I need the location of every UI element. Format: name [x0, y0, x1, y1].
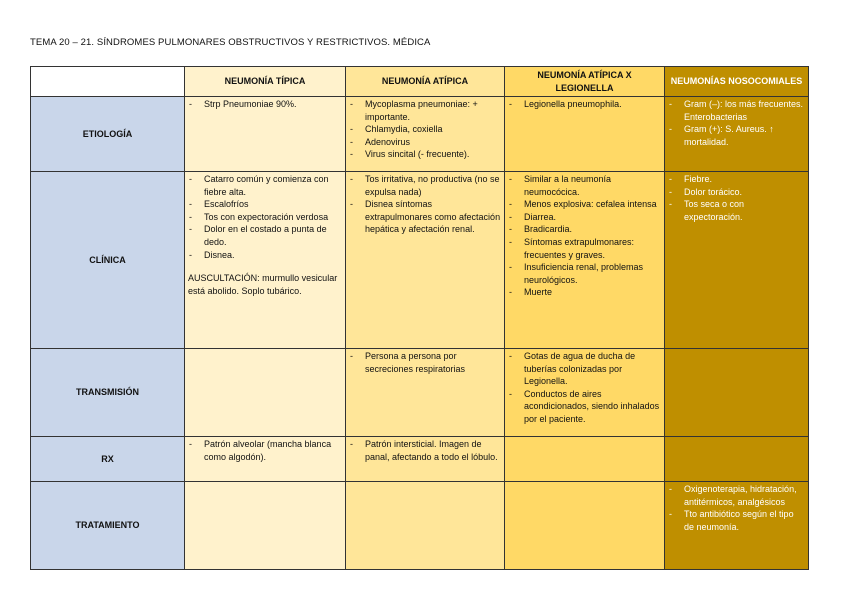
list-item: - Gram (+): S. Aureus. ↑ mortalidad.: [668, 123, 805, 148]
list-item: - Similar a la neumonía neumocócica.: [508, 173, 661, 198]
cell-transmision-tipica: [185, 349, 346, 437]
list-item: - Fiebre.: [668, 173, 805, 186]
document-title: TEMA 20 – 21. SÍNDROMES PULMONARES OBSTRUCTIVOS Y RESTRICTIVOS. MÉDICA: [30, 37, 431, 48]
list-item: - Gram (–): los más frecuentes. Enterobacterias: [668, 98, 805, 123]
bullet-list: [668, 173, 805, 223]
col-header-legionella: NEUMONÍA ATÍPICA X LEGIONELLA: [505, 67, 665, 97]
row-header-tratamiento: TRATAMIENTO: [31, 482, 185, 570]
list-item: - Oxigenoterapia, hidratación, antitérmicos, analgésicos: [668, 483, 805, 508]
row-etiologia: [31, 97, 809, 172]
list-item: - Disnea síntomas extrapulmonares como afectación hepática y afectación renal.: [349, 198, 501, 236]
list-item: - Legionella pneumophila.: [508, 98, 661, 111]
list-item: - Diarrea.: [508, 211, 661, 224]
list-item: - Patrón alveolar (mancha blanca como algodón).: [188, 438, 342, 463]
list-item: - Tos irritativa, no productiva (no se expulsa nada): [349, 173, 501, 198]
bullet-list: [349, 350, 501, 375]
list-item: - Disnea.: [188, 249, 342, 262]
list-item: - Tos seca o con expectoración.: [668, 198, 805, 223]
bullet-list: [508, 173, 661, 299]
list-item: - Menos explosiva: cefalea intensa: [508, 198, 661, 211]
list-item: - Chlamydia, coxiella: [349, 123, 501, 136]
cell-clinica-tipica: [185, 172, 346, 349]
cell-etiologia-legionella: [505, 97, 665, 172]
list-item: - Strp Pneumoniae 90%.: [188, 98, 342, 111]
list-item: - Conductos de aires acondicionados, siendo inhalados por el paciente.: [508, 388, 661, 426]
cell-rx-atipica: [346, 437, 505, 482]
list-item: - Dolor en el costado a punta de dedo.: [188, 223, 342, 248]
list-item: - Muerte: [508, 286, 661, 299]
cell-etiologia-nosocomiales: [665, 97, 809, 172]
cell-clinica-legionella: [505, 172, 665, 349]
bullet-list: [508, 350, 661, 426]
cell-clinica-atipica: [346, 172, 505, 349]
pneumonia-table: [30, 66, 809, 570]
list-item: - Dolor torácico.: [668, 186, 805, 199]
row-rx: [31, 437, 809, 482]
cell-tratamiento-atipica: [346, 482, 505, 570]
row-tratamiento: [31, 482, 809, 570]
list-item: - Tos con expectoración verdosa: [188, 211, 342, 224]
list-item: - Síntomas extrapulmonares: frecuentes y graves.: [508, 236, 661, 261]
cell-clinica-nosocomiales: [665, 172, 809, 349]
bullet-list: [668, 483, 805, 533]
row-clinica: [31, 172, 809, 349]
list-item: - Gotas de agua de ducha de tuberías colonizadas por Legionella.: [508, 350, 661, 388]
header-row: [31, 67, 809, 97]
cell-etiologia-atipica: [346, 97, 505, 172]
list-item: - Tto antibiótico según el tipo de neumonía.: [668, 508, 805, 533]
bullet-list: [188, 98, 342, 111]
list-item: - Virus sincital (- frecuente).: [349, 148, 501, 161]
row-header-rx: RX: [31, 437, 185, 482]
auscultacion-note: AUSCULTACIÓN: murmullo vesicular está abolido. Soplo tubárico.: [188, 273, 338, 296]
list-item: - Patrón intersticial. Imagen de panal, afectando a todo el lóbulo.: [349, 438, 501, 463]
bullet-list: [349, 98, 501, 161]
cell-transmision-legionella: [505, 349, 665, 437]
bullet-list: [188, 173, 342, 261]
cell-rx-nosocomiales: [665, 437, 809, 482]
row-header-transmision: TRANSMISIÓN: [31, 349, 185, 437]
list-item: - Escalofríos: [188, 198, 342, 211]
col-header-atipica: NEUMONÍA ATÍPICA: [346, 67, 505, 97]
bullet-list: [668, 98, 805, 148]
cell-tratamiento-tipica: [185, 482, 346, 570]
bullet-list: [188, 438, 342, 463]
bullet-list: [508, 98, 661, 111]
list-item: - Adenovirus: [349, 136, 501, 149]
cell-rx-legionella: [505, 437, 665, 482]
row-header-etiologia: ETIOLOGÍA: [31, 97, 185, 172]
list-item: - Mycoplasma pneumoniae: + importante.: [349, 98, 501, 123]
list-item: - Bradicardia.: [508, 223, 661, 236]
cell-transmision-atipica: [346, 349, 505, 437]
col-header-nosocomiales: NEUMONÍAS NOSOCOMIALES: [665, 67, 809, 97]
col-header-tipica: NEUMONÍA TÍPICA: [185, 67, 346, 97]
row-header-clinica: CLÍNICA: [31, 172, 185, 349]
bullet-list: [349, 438, 501, 463]
cell-tratamiento-nosocomiales: [665, 482, 809, 570]
cell-etiologia-tipica: [185, 97, 346, 172]
corner-cell: [31, 67, 185, 97]
cell-rx-tipica: [185, 437, 346, 482]
list-item: - Insuficiencia renal, problemas neurológicos.: [508, 261, 661, 286]
cell-transmision-nosocomiales: [665, 349, 809, 437]
cell-tratamiento-legionella: [505, 482, 665, 570]
list-item: - Persona a persona por secreciones respiratorias: [349, 350, 501, 375]
list-item: - Catarro común y comienza con fiebre alta.: [188, 173, 342, 198]
row-transmision: [31, 349, 809, 437]
bullet-list: [349, 173, 501, 236]
